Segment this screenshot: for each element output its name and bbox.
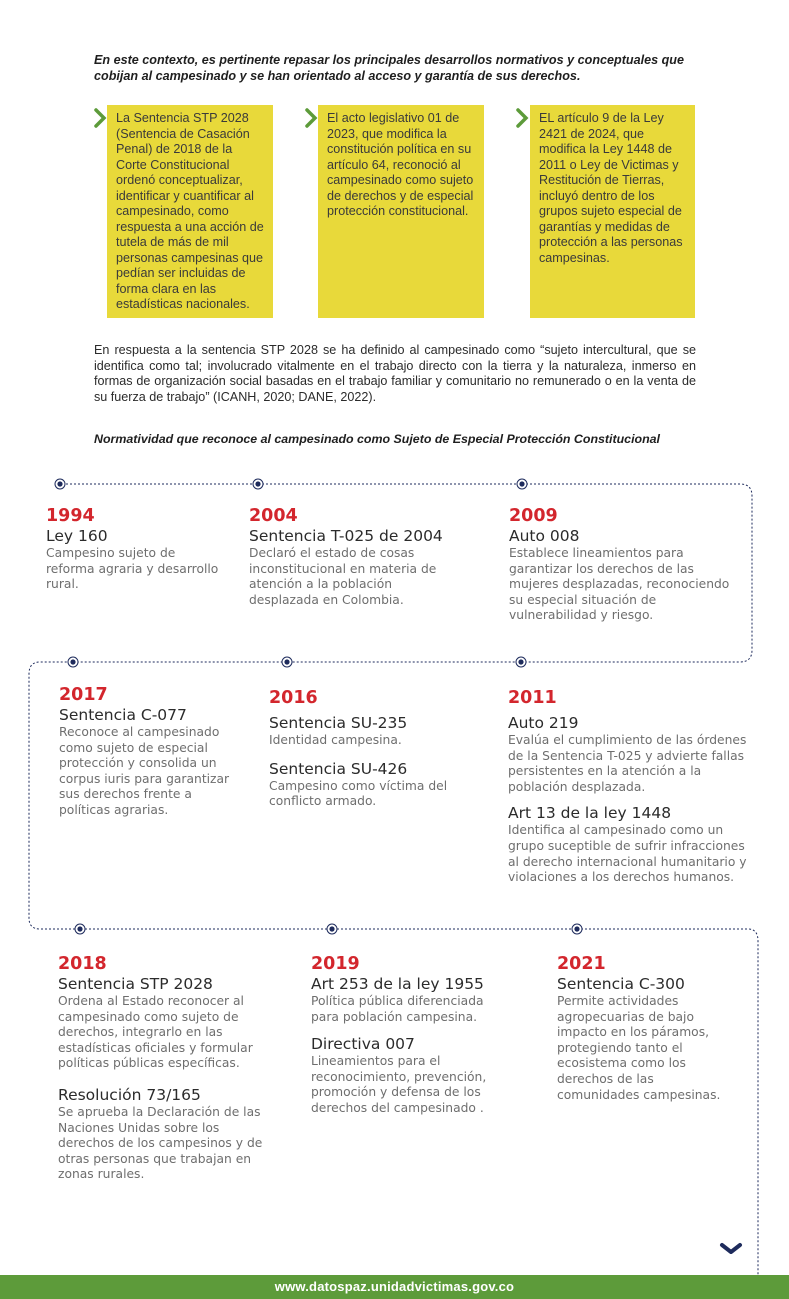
timeline-law-desc: Identifica al campesinado como un grupo suceptible de sufrir infracciones al derecho internacional humanitario y violaciones a los derechos humanos. (508, 823, 747, 885)
timeline-node-1994 (55, 479, 65, 489)
timeline-law-desc: Lineamientos para el reconocimiento, prevención, promoción y defensa de los derechos del campesinado . (311, 1054, 487, 1115)
definition-paragraph: En respuesta a la sentencia STP 2028 se ha definido al campesinado como “sujeto intercultural, que se identifica como tal; involucrado vitalmente en el trabajo directo con la tierra y la naturaleza, inmerso en formas de organización social basadas en el trabajo familiar y comunitario no remunerado o en la venta de su fuerza de trabajo” (ICANH, 2020; DANE, 2022). (94, 343, 696, 404)
timeline-law-title: Sentencia STP 2028 (58, 975, 213, 993)
timeline-entry-2011 (508, 688, 748, 894)
timeline-node-2011 (516, 657, 526, 667)
timeline-year: 2011 (508, 688, 557, 708)
timeline-entry-2018 (58, 954, 273, 1191)
timeline-law-title: Sentencia C-077 (59, 706, 187, 724)
timeline-law-title: Art 253 de la ley 1955 (311, 975, 484, 993)
footer-website-link[interactable]: www.datospaz.unidadvictimas.gov.co (0, 1275, 789, 1299)
chevron-down-icon (719, 1242, 743, 1256)
timeline-node-2004 (253, 479, 263, 489)
timeline-entry-2021 (557, 954, 737, 1111)
timeline-node-2017 (68, 657, 78, 667)
info-card-3: EL artículo 9 de la Ley 2421 de 2024, que modifica la Ley 1448 de 2011 o Ley de Victimas y Restitución de Tierras, incluyó dentro de los grupos sujeto especial de garantías y medidas de protección a las personas campesinas. (530, 105, 695, 318)
timeline-node-2018 (75, 924, 85, 934)
timeline-law-title: Sentencia SU-426 (269, 759, 408, 778)
timeline-year: 1994 (46, 506, 95, 526)
timeline-year: 2021 (557, 954, 606, 974)
timeline-law-title: Sentencia SU-235 (269, 714, 408, 732)
timeline-node-2019 (327, 924, 337, 934)
timeline-law-title: Art 13 de la ley 1448 (508, 804, 672, 823)
timeline-year: 2016 (269, 688, 318, 708)
timeline-law-title: Auto 219 (508, 714, 579, 732)
timeline-year: 2004 (249, 506, 298, 526)
timeline-law-desc: Declaró el estado de cosas inconstitucional en materia de atención a la población desplazada en Colombia. (249, 546, 437, 607)
timeline-law-desc: Se aprueba la Declaración de las Naciones Unidas sobre los derechos de los campesinos y de otras personas que trabajan en zonas rurales. (58, 1104, 263, 1182)
timeline-law-desc: Ordena al Estado reconocer al campesinado como sujeto de derechos, integrarlo en las estadísticas oficiales y formular políticas públicas específicas. (58, 994, 253, 1071)
timeline-law-title: Directiva 007 (311, 1035, 415, 1054)
timeline-entry-2016 (269, 688, 469, 818)
timeline-entry-2004 (249, 506, 454, 616)
timeline-year: 2019 (311, 954, 360, 974)
timeline-node-2021 (572, 924, 582, 934)
timeline-title: Normatividad que reconoce al campesinado como Sujeto de Especial Protección Constitucional (94, 432, 660, 446)
timeline-year: 2017 (59, 685, 108, 705)
timeline-law-desc: Establece lineamientos para garantizar los derechos de las mujeres desplazadas, reconociendo su especial situación de vulnerabilidad y riesgo. (509, 546, 730, 623)
timeline-law-desc: Reconoce al campesinado como sujeto de especial protección y consolida un corpus iuris para garantizar sus derechos frente a políticas agrarias. (59, 725, 230, 817)
timeline-law-desc: Política pública diferenciada para población campesina. (311, 994, 484, 1024)
timeline-law-title: Auto 008 (509, 527, 580, 545)
timeline-entry-2009 (509, 506, 734, 632)
info-card-1: La Sentencia STP 2028 (Sentencia de Casación Penal) de 2018 de la Corte Constitucional ordenó conceptualizar, identificar y cuantificar al campesinado, como respuesta a una acción de tutela de más de mil personas campesinas que pedían ser incluidas de forma clara en las estadísticas nacionales. (107, 105, 273, 318)
timeline-law-desc: Campesino como víctima del conflicto armado. (269, 778, 448, 809)
timeline-year: 2018 (58, 954, 107, 974)
timeline-entry-1994 (46, 506, 226, 601)
timeline-entry-2017 (59, 685, 239, 827)
timeline-law-title: Sentencia C-300 (557, 975, 685, 993)
intro-text: En este contexto, es pertinente repasar los principales desarrollos normativos y conceptuales que cobijan al campesinado y se han orientado al acceso y garantía de sus derechos. (94, 53, 685, 83)
timeline-law-desc: Permite actividades agropecuarias de bajo impacto en los páramos, protegiendo tanto el ecosistema como los derechos de las comunidades campesinas. (557, 994, 721, 1102)
timeline-law-desc: Evalúa el cumplimiento de las órdenes de la Sentencia T-025 y advierte fallas persistentes en la atención a la población desplazada. (508, 733, 747, 794)
timeline-entry-2019 (311, 954, 506, 1125)
timeline-node-2016 (282, 657, 292, 667)
timeline-law-desc: Identidad campesina. (269, 733, 402, 747)
timeline-law-title: Sentencia T-025 de 2004 (249, 527, 443, 545)
timeline-law-desc: Campesino sujeto de reforma agraria y desarrollo rural. (46, 546, 219, 592)
timeline-node-2009 (517, 479, 527, 489)
timeline-year: 2009 (509, 506, 558, 526)
timeline-law-title: Resolución 73/165 (58, 1085, 201, 1104)
info-card-2: El acto legislativo 01 de 2023, que modifica la constitución política en su artículo 64, reconoció al campesinado como sujeto de derechos y de especial protección constitucional. (318, 105, 484, 318)
timeline-law-title: Ley 160 (46, 527, 108, 545)
